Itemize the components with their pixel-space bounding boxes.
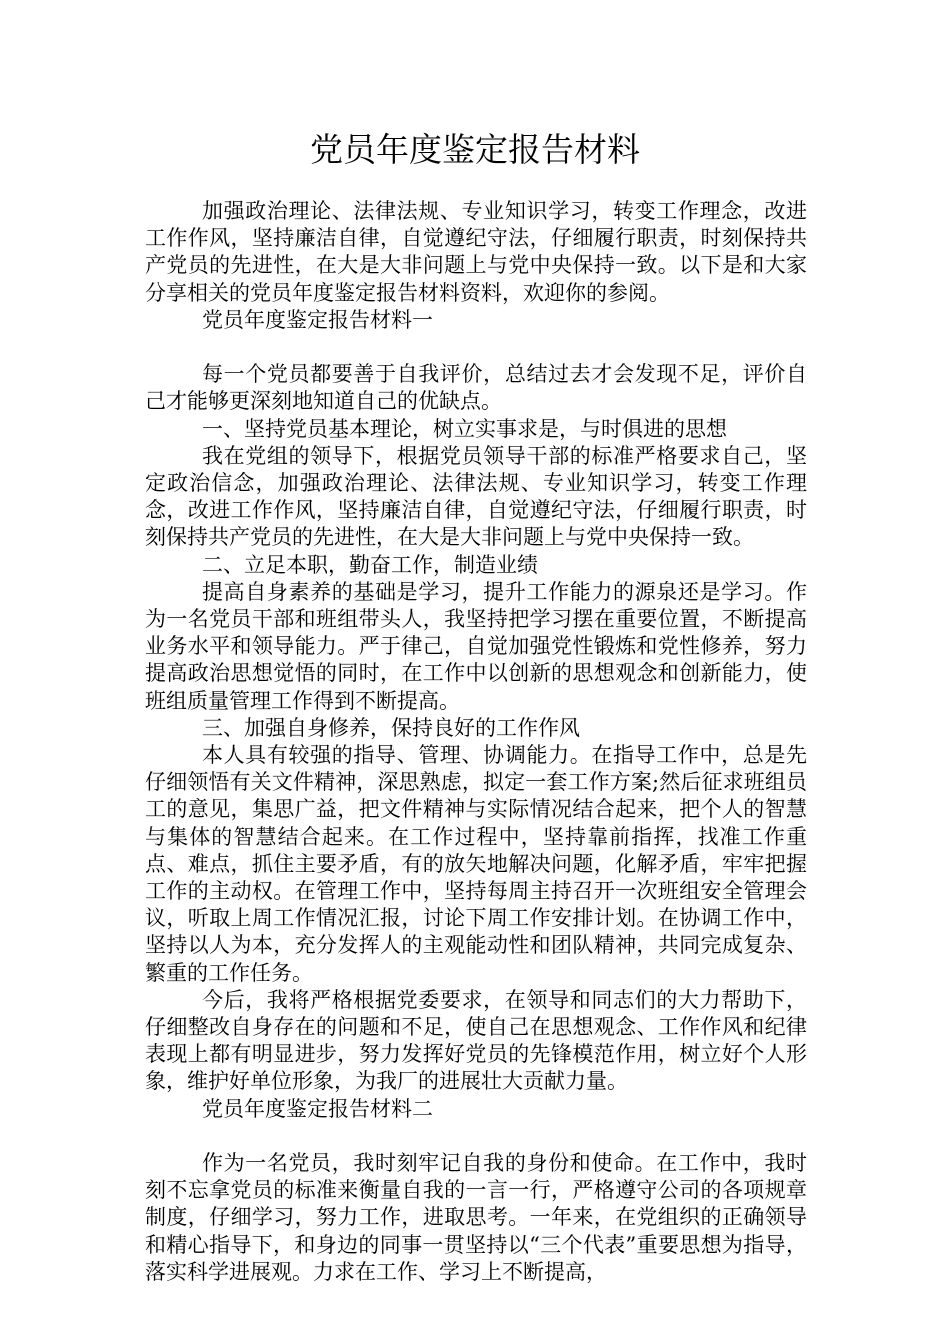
body-paragraph: 我在党组的领导下，根据党员领导干部的标准严格要求自己，坚定政治信念，加强政治理论、法律法规、专业知识学习，转变工作理念，改进工作作风，坚持廉洁自律，自觉遵纪守法，仔细履行职责，时刻保持共产党员的先进性，在大是大非问题上与党中央保持一致。 xyxy=(145,443,807,550)
blank-line xyxy=(145,334,807,361)
subheading-one: 一、坚持党员基本理论，树立实事求是，与时俱进的思想 xyxy=(202,416,727,441)
subheading-three: 三、加强自身修养，保持良好的工作作风 xyxy=(202,715,580,740)
body-paragraph: 提高自身素养的基础是学习，提升工作能力的源泉还是学习。作为一名党员干部和班组带头人，我坚持把学习摆在重要位置，不断提高业务水平和领导能力。严于律己，自觉加强党性锻炼和党性修养，努力提高政治思想觉悟的同时，在工作中以创新的思想观念和创新能力，使班组质量管理工作得到不断提高。 xyxy=(145,579,807,713)
intro-paragraph: 加强政治理论、法律法规、专业知识学习，转变工作理念，改进工作作风，坚持廉洁自律，自觉遵纪守法，仔细履行职责，时刻保持共产党员的先进性，在大是大非问题上与党中央保持一致。以下是和大家分享相关的党员年度鉴定报告材料资料，欢迎你的参阅。 xyxy=(145,199,807,305)
body-paragraph: 今后，我将严格根据党委要求，在领导和同志们的大力帮助下，仔细整改自身存在的问题和不足，使自己在思想观念、工作作风和纪律表现上都有明显进步，努力发挥好党员的先锋模范作用，树立好个人形象，维护好单位形象，为我厂的进展壮大贡献力量。 xyxy=(145,987,807,1094)
section-heading-material-two: 党员年度鉴定报告材料二 xyxy=(202,1096,433,1121)
document-body xyxy=(145,198,807,1286)
body-paragraph: 作为一名党员，我时刻牢记自我的身份和使命。在工作中，我时刻不忘拿党员的标准来衡量自我的一言一行，严格遵守公司的各项规章制度，仔细学习，努力工作，进取思考。一年来，在党组织的正确领导和精心指导下，和身边的同事一贯坚持以“三个代表”重要思想为指导，落实科学进展观。力求在工作、学习上不断提高， xyxy=(145,1151,807,1284)
section-heading-material-one: 党员年度鉴定报告材料一 xyxy=(202,307,433,332)
subheading-two: 二、立足本职，勤奋工作，制造业绩 xyxy=(202,552,538,577)
document-title: 党员年度鉴定报告材料 xyxy=(310,130,640,169)
body-paragraph: 本人具有较强的指导、管理、协调能力。在指导工作中，总是先仔细领悟有关文件精神，深思熟虑，拟定一套工作方案;然后征求班组员工的意见，集思广益，把文件精神与实际情况结合起来，把个人的智慧与集体的智慧结合起来。在工作过程中，坚持靠前指挥，找准工作重点、难点，抓住主要矛盾，有的放矢地解决问题，化解矛盾，牢牢把握工作的主动权。在管理工作中，坚持每周主持召开一次班组安全管理会议，听取上周工作情况汇报，讨论下周工作安排计划。在协调工作中，坚持以人为本，充分发挥人的主观能动性和团队精神，共同完成复杂、繁重的工作任务。 xyxy=(145,743,807,985)
body-paragraph: 每一个党员都要善于自我评价，总结过去才会发现不足，评价自己才能够更深刻地知道自己的优缺点。 xyxy=(145,362,807,414)
blank-line xyxy=(145,1123,807,1150)
